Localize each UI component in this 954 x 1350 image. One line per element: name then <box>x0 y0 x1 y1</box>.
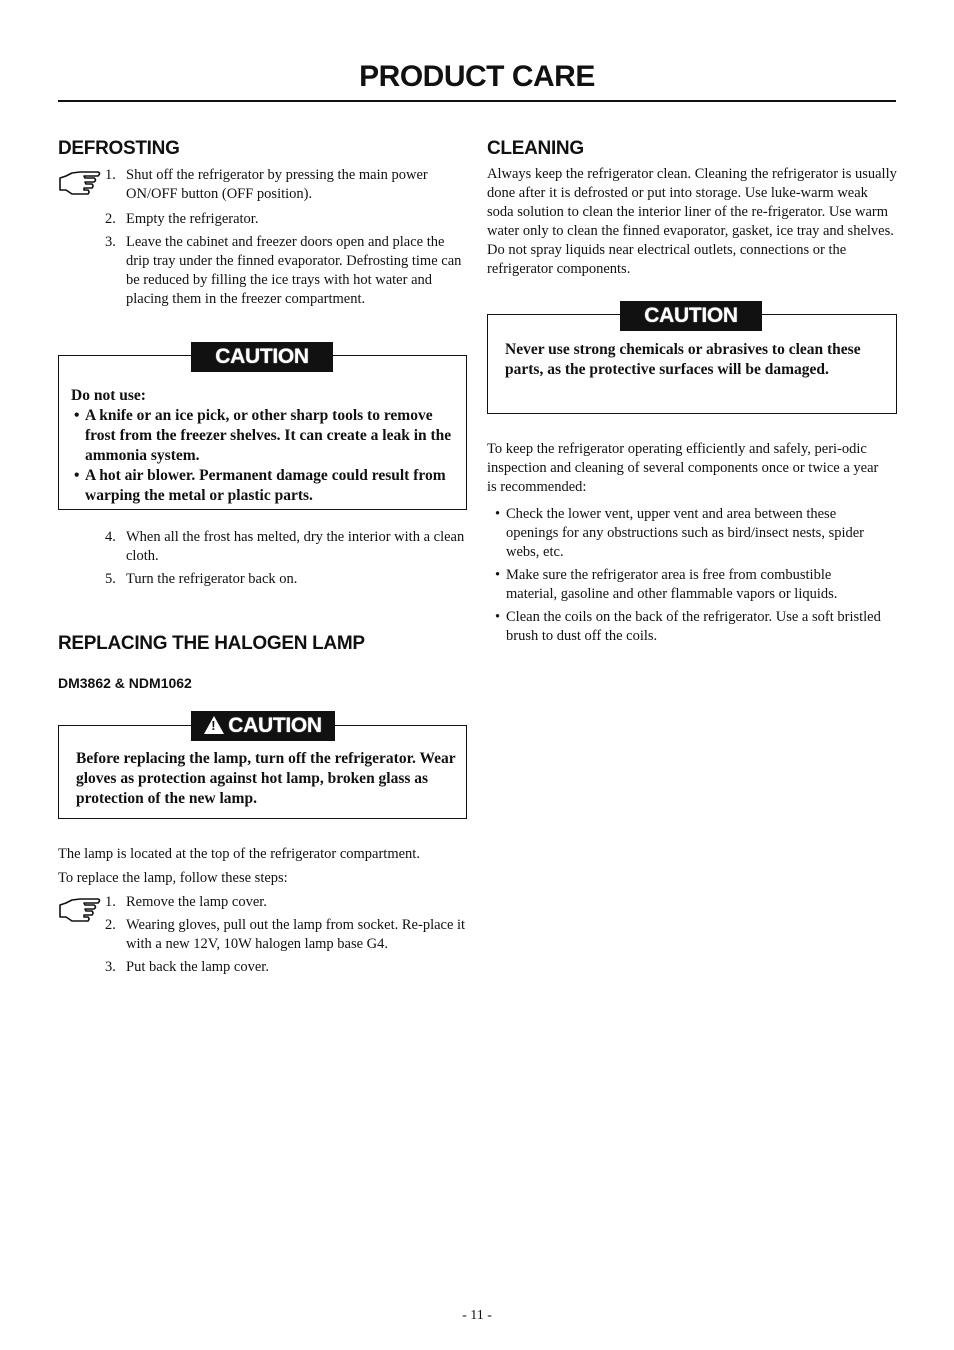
lamp-instructions-intro: To replace the lamp, follow these steps: <box>58 870 288 886</box>
page-title: PRODUCT CARE <box>359 60 595 93</box>
caution-content <box>71 386 459 506</box>
lamp-steps-list <box>105 893 470 981</box>
defrost-steps-list <box>105 166 470 313</box>
caution-intro: Do not use: <box>71 387 146 404</box>
list-item: 5. Turn the refrigerator back on. <box>105 571 298 587</box>
defrosting-heading: DEFROSTING <box>58 138 180 159</box>
lamp-location-text: The lamp is located at the top of the refrigerator compartment. <box>58 846 420 862</box>
models-subheading: DM3862 & NDM1062 <box>58 675 192 691</box>
caution-bullet: • A hot air blower. Permanent damage could result from warping the metal or plastic parts. <box>74 467 446 504</box>
list-item: 1. Shut off the refrigerator by pressing the main power ON/OFF button (OFF position). <box>105 167 428 202</box>
cleaning-intro: Always keep the refrigerator clean. Cleaning the refrigerator is usually done after it is defrosted or put into storage. Use luke-warm weak soda solution to clean the interior liner of the re-frigerator. Use warm water only to clean the finned evaporator, gasket, ice tray and shelves. Do not spray liquids near electrical outlets, connections or the refrigerator components. <box>487 166 897 277</box>
pointing-hand-icon <box>58 895 102 923</box>
list-item: 2. Empty the refrigerator. <box>105 211 259 227</box>
defrost-steps-list-2 <box>105 528 470 593</box>
list-item: 4. When all the frost has melted, dry the interior with a clean cloth. <box>105 529 465 564</box>
page-number: - 11 - <box>462 1308 492 1323</box>
inspection-text: To keep the refrigerator operating efficiently and safely, peri-odic inspection and cleaning of several components once or twice a year is recommended: <box>487 441 879 495</box>
caution-text: Never use strong chemicals or abrasives to clean these parts, as the protective surfaces will be damaged. <box>505 341 861 378</box>
list-item: 2. Wearing gloves, pull out the lamp from socket. Re-place it with a new 12V, 10W halogen lamp base G4. <box>105 917 466 952</box>
cleaning-heading: CLEANING <box>487 138 584 159</box>
title-divider <box>58 100 896 102</box>
list-item: 1. Remove the lamp cover. <box>105 894 267 910</box>
list-item: • Make sure the refrigerator area is free from combustible material, gasoline and other flammable vapors or liquids. <box>495 567 838 602</box>
pointing-hand-icon <box>58 168 102 196</box>
caution-label: CAUTION <box>191 342 333 372</box>
caution-text: Before replacing the lamp, turn off the refrigerator. Wear gloves as protection against hot lamp, broken glass as protection of the new lamp. <box>76 750 456 807</box>
lamp-heading: REPLACING THE HALOGEN LAMP <box>58 633 365 654</box>
caution-bullet: • A knife or an ice pick, or other sharp tools to remove frost from the freezer shelves. It can create a leak in the ammonia system. <box>74 407 452 464</box>
inspection-list <box>492 505 882 646</box>
list-item: 3. Put back the lamp cover. <box>105 959 269 975</box>
caution-label: CAUTION <box>620 301 762 331</box>
warning-triangle-icon: ! <box>204 716 224 734</box>
caution-label: ! CAUTION <box>191 711 335 741</box>
list-item: 3. Leave the cabinet and freezer doors open and place the drip tray under the finned evaporator. Defrosting time can be reduced by filling the ice trays with hot water and placing them in the freezer compartment. <box>105 234 462 307</box>
list-item: • Check the lower vent, upper vent and area between these openings for any obstructions such as bird/insect nests, spider webs, etc. <box>495 506 865 560</box>
list-item: • Clean the coils on the back of the refrigerator. Use a soft bristled brush to dust off the coils. <box>495 609 881 644</box>
